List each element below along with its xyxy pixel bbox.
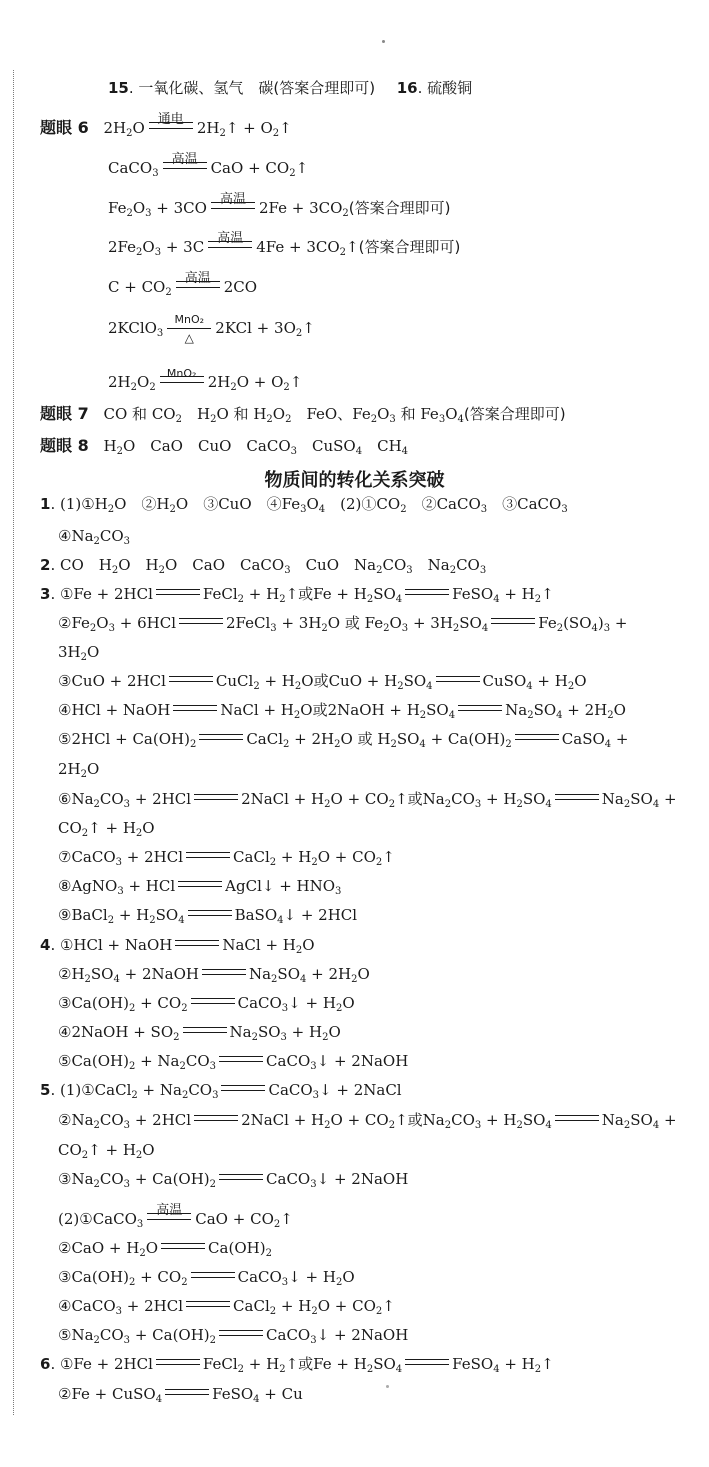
answer-3-3: ③CuO + 2HCl CuCl$_2$ + $H_2O$或CuO + $H_2SO_4$ CuSO$_4$ + $H_2O$ [58, 672, 587, 692]
answer-line-15-16 [108, 78, 472, 98]
tiyan6-eq2: CaCO$_3$ 高温 CaO + $CO_2↑$ [108, 152, 309, 179]
section-heading: 物质间的转化关系突破 [264, 470, 445, 491]
answer-3-2-cont: $3H_2O$ [58, 643, 100, 663]
answer-4-4: ④2NaOH + $SO_2$ $Na_2SO_3 + H_2O$ [58, 1023, 341, 1043]
tiyan6-eq3: $Fe_2O_3 + 3CO$ 高温 $2Fe + 3CO_2$(答案合理即可) [108, 192, 451, 219]
answer-6-1: 6. ①Fe + 2HCl FeCl$_2$ + $H_2↑$或$Fe + H_2SO_4$ FeSO$_4$ + $H_2↑$ [40, 1355, 554, 1375]
answer-5-1-2: $②Na_2CO_3 + 2HCl$ 2NaCl + $H_2O$ + $CO_2↑$或$Na_2CO_3 + H_2SO_4$ $Na_2SO_4$ + [58, 1111, 677, 1131]
answer-3-5-cont: $2H_2O$ [58, 760, 100, 780]
question-number: 15 [108, 79, 129, 97]
answer-3-9: ⑨BaCl$_2$ + $H_2SO_4$ BaSO$_4$↓ + 2HCl [58, 906, 358, 926]
answer-3-6-cont: $CO_2↑ + H_2O$ [58, 819, 155, 839]
tiyan8-line: 题眼 8 $H_2O$ CaO CuO CaCO$_3$ CuSO$_4$ $CH_4$ [40, 436, 409, 457]
answer-5-2-5: $⑤Na_2CO_3 + Ca(OH)_2$ CaCO$_3$↓ + 2NaOH [58, 1326, 409, 1346]
answer-3-6: $⑥Na_2CO_3 + 2HCl$ 2NaCl + $H_2O$ + $CO_2↑$或$Na_2CO_3 + H_2SO_4$ $Na_2SO_4$ + [58, 790, 677, 810]
answer-3-8: ⑧AgNO$_3$ + HCl AgCl↓ + $HNO_3$ [58, 877, 342, 897]
tiyan6-eq7: $2H_2O_2$ MnO₂ $2H_2O$ + $O_2↑$ [108, 367, 303, 393]
answer-5-2-1: (2)①CaCO$_3$ 高温 CaO + $CO_2↑$ [58, 1203, 293, 1230]
tiyan6-eq1: 题眼 6 $2H_2O$ 通电 $2H_2↑$ + $O_2↑$ [40, 112, 292, 139]
reaction-condition: 通电 [147, 118, 195, 138]
answer-text: . 硫酸铜 [417, 79, 473, 97]
answer-6-2: ②Fe + CuSO$_4$ FeSO$_4$ + Cu [58, 1385, 303, 1405]
scan-speck [382, 40, 385, 43]
tiyan6-eq4: $2Fe_2O_3 + 3C$ 高温 $4Fe + 3CO_2↑$(答案合理即可) [108, 231, 461, 258]
answer-3-2: $②Fe_2O_3 + 6HCl$ 2FeCl$_3$ + $3H_2O$ 或 $Fe_2O_3 + 3H_2SO_4$ $Fe_2(SO_4)_3$ + [58, 614, 628, 634]
reaction-condition: 高温 [206, 237, 254, 257]
answer-1: 1. $(1)①H_2O$ $②H_2O$ ③CuO $④Fe_3O_4$ $(2)①CO_2$ ②CaCO$_3$ ③CaCO$_3$ [40, 495, 568, 515]
scan-speck [386, 1385, 389, 1388]
answer-5-2-2: ②CaO + $H_2O$ $Ca(OH)_2$ [58, 1239, 272, 1259]
answer-4-3: $③Ca(OH)_2 + CO_2$ CaCO$_3$↓ + $H_2O$ [58, 994, 355, 1014]
reaction-condition: 高温 [174, 277, 222, 297]
answer-5-2-3: $③Ca(OH)_2 + CO_2$ CaCO$_3$↓ + $H_2O$ [58, 1268, 355, 1288]
answer-2: 2. CO $H_2O$ $H_2O$ CaO CaCO$_3$ CuO $Na_2CO_3$ $Na_2CO_3$ [40, 556, 487, 576]
reaction-condition: MnO₂ △ [165, 318, 213, 338]
reaction-condition: 高温 [145, 1209, 193, 1229]
reaction-condition: 高温 [161, 158, 209, 178]
tiyan7-line: 题眼 7 CO 和 $CO_2$ $H_2O$ 和 $H_2O_2$ FeO、$Fe_2O_3$ 和 $Fe_3O_4$(答案合理即可) [40, 404, 566, 425]
tiyan6-eq6: 2KClO$_3$ MnO₂ △ $2KCl + 3O_2↑$ [108, 313, 315, 345]
answer-4-5: $⑤Ca(OH)_2 + Na_2CO_3$ CaCO$_3$↓ + 2NaOH [58, 1052, 409, 1072]
answer-3-1: 3. ①Fe + 2HCl FeCl$_2$ + $H_2↑$或$Fe + H_2SO_4$ FeSO$_4$ + $H_2↑$ [40, 585, 554, 605]
tiyan-label: 题眼 6 [40, 118, 89, 137]
answer-text: . 一氧化碳、氢气 碳(答案合理即可) [128, 79, 376, 97]
reaction-condition: MnO₂ [158, 372, 206, 392]
tiyan-label: 题眼 8 [40, 436, 89, 455]
tiyan6-eq5: $C + CO_2$ 高温 2CO [108, 271, 258, 298]
answer-4-1: 4. ①HCl + NaOH NaCl + $H_2O$ [40, 936, 315, 956]
answer-3-7: ⑦CaCO$_3$ + 2HCl CaCl$_2$ + $H_2O$ + $CO_2↑$ [58, 848, 395, 868]
question-number: 16 [396, 79, 418, 97]
answer-3-5: ⑤2HCl + $Ca(OH)_2$ CaCl$_2$ + $2H_2O$ 或 $H_2SO_4 + Ca(OH)_2$ CaSO$_4$ + [58, 730, 629, 750]
answer-4-2: $②H_2SO_4$ + 2NaOH $Na_2SO_4 + 2H_2O$ [58, 965, 370, 985]
answer-5-2-4: ④CaCO$_3$ + 2HCl CaCl$_2$ + $H_2O$ + $CO_2↑$ [58, 1297, 395, 1317]
answer-5-1-3: $③Na_2CO_3 + Ca(OH)_2$ CaCO$_3$↓ + 2NaOH [58, 1170, 409, 1190]
margin-dotted-line [13, 70, 14, 1415]
reaction-condition: 高温 [209, 198, 257, 218]
answer-5-1-2-cont: $CO_2↑ + H_2O$ [58, 1141, 155, 1161]
tiyan-label: 题眼 7 [40, 404, 89, 423]
answer-1-cont: $④Na_2CO_3$ [58, 527, 131, 547]
answer-5-1-1: 5. (1)①CaCl$_2$ + $Na_2CO_3$ CaCO$_3$↓ + 2NaCl [40, 1081, 402, 1101]
answer-3-4: ④HCl + NaOH NaCl + $H_2O$或2NaOH + $H_2SO_4$ $Na_2SO_4 + 2H_2O$ [58, 701, 626, 721]
